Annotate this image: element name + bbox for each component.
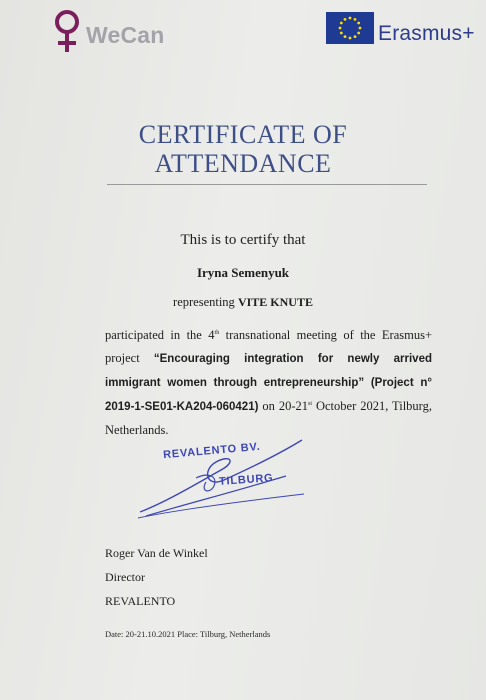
body-part-4: October 2021, Tilburg, Netherlands. xyxy=(105,399,432,437)
eu-star xyxy=(340,22,343,25)
body-part-2: transnational meeting of the Erasmus+ project xyxy=(105,328,432,365)
erasmus-logo xyxy=(326,10,486,50)
eu-star xyxy=(357,32,360,35)
body-part-3: on 20-21 xyxy=(258,399,309,413)
date-place-footer: Date: 20-21.10.2021 Place: Tilburg, Netherlands xyxy=(105,629,271,639)
eu-star xyxy=(339,27,342,30)
eu-star xyxy=(344,35,347,38)
organization-name: VITE KNUTE xyxy=(237,295,313,309)
body-part-1: participated in the 4 xyxy=(105,328,215,342)
ordinal-suffix-2: st xyxy=(308,400,313,407)
wecan-logo xyxy=(52,8,182,56)
eu-star xyxy=(357,22,360,25)
attendance-description xyxy=(105,324,432,442)
signer-block xyxy=(105,541,208,613)
representing-label: representing xyxy=(173,295,235,309)
certify-statement: This is to certify that xyxy=(180,232,306,248)
eu-star xyxy=(359,27,362,30)
representing-line xyxy=(0,295,486,310)
title-line-1: CERTIFICATE OF xyxy=(138,120,348,149)
female-symbol-icon xyxy=(52,8,82,54)
eu-star xyxy=(344,18,347,21)
ordinal-suffix-1: th xyxy=(214,329,220,336)
eu-star xyxy=(340,32,343,35)
signer-organization: REVALENTO xyxy=(105,594,176,608)
signer-title: Director xyxy=(105,570,145,584)
wecan-logo-text: WeCan xyxy=(86,22,165,48)
eu-star xyxy=(354,35,357,38)
signer-name: Roger Van de Winkel xyxy=(105,546,208,560)
recipient-name: Iryna Semenyuk xyxy=(196,265,290,280)
eu-star xyxy=(354,18,357,21)
eu-star xyxy=(349,37,352,40)
eu-flag-icon xyxy=(326,12,374,44)
project-title: “Encouraging integration for newly arrived immigrant women through entrepreneurship” (Project n° 2019-1-SE01-KA204-060421) xyxy=(105,353,432,413)
title-line-2: ATTENDANCE xyxy=(154,149,332,178)
company-stamp-line-2: TILBURG xyxy=(218,472,274,488)
erasmus-logo-text: Erasmus+ xyxy=(378,22,475,45)
eu-star xyxy=(349,17,352,20)
company-stamp-line-1: REVALENTO BV. xyxy=(162,440,261,462)
certificate-title xyxy=(0,120,486,178)
title-divider xyxy=(107,184,427,185)
